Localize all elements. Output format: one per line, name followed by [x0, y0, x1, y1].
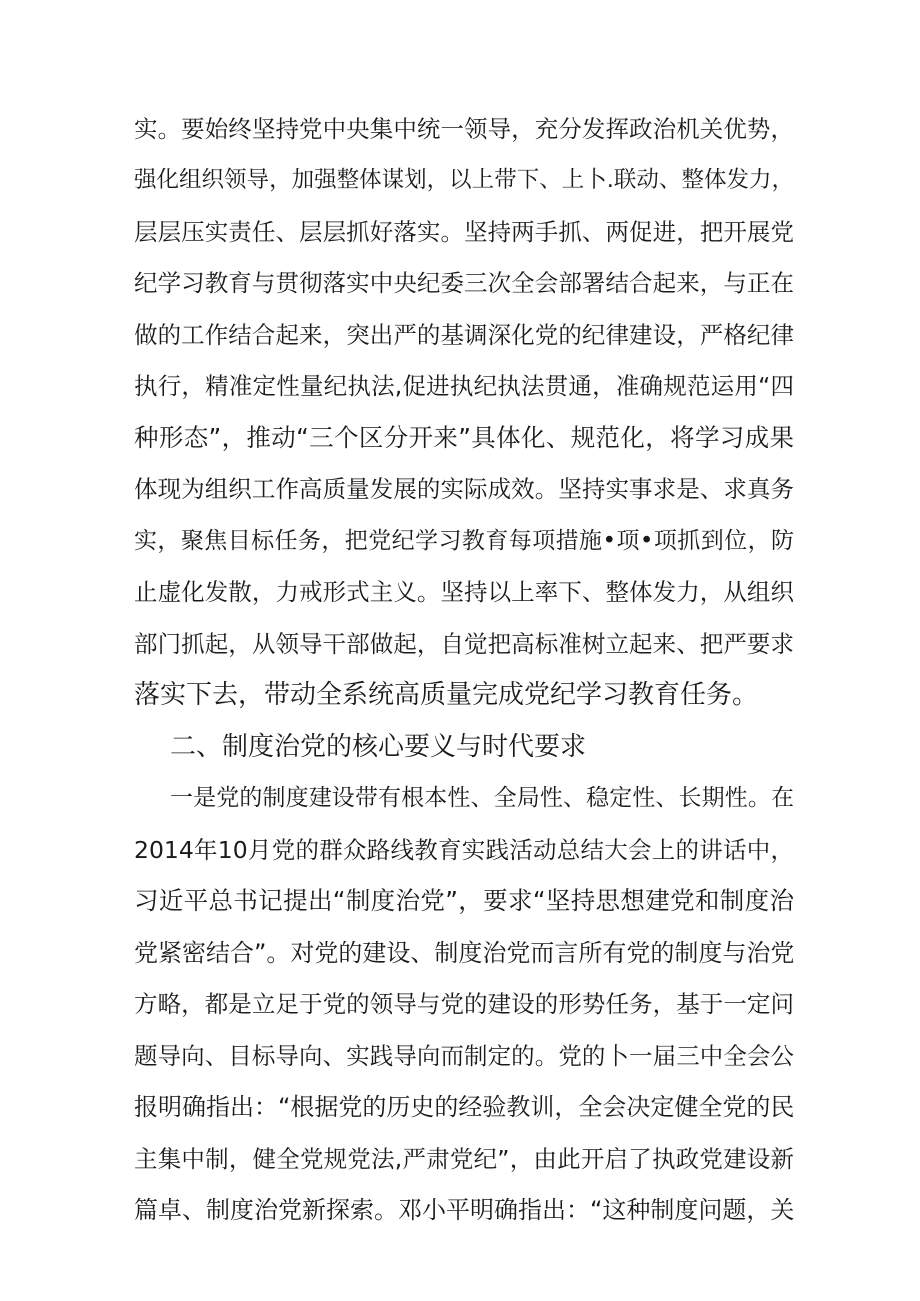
section-heading: 二、制度治党的核心要义与时代要求 — [170, 732, 587, 762]
paragraph-1-line-9: 实，聚焦目标任务，把党纪学习教育每项措施•项•项抓到位，防 — [134, 528, 794, 554]
paragraph-2-line-4: 党紧密结合”。对党的建设、制度治党而言所有党的制度与治党 — [134, 939, 794, 967]
paragraph-1-line-8: 体现为组织工作高质量发展的实际成效。坚持实事求是、求真务 — [134, 475, 794, 503]
paragraph-2-line-6: 题导向、目标导向、实践导向而制定的。党的卜一届三中全会公 — [134, 1042, 794, 1070]
paragraph-1-line-6: 执行，精准定性量纪执法,促进执纪执法贯通，准确规范运用“四 — [134, 372, 794, 400]
paragraph-1-line-12: 落实下去，带动全系统高质量完成党纪学习教育任务。 — [134, 680, 759, 710]
paragraph-2-line-2: 2014年10月党的群众路线教育实践活动总结大会上的讲话中， — [134, 836, 794, 864]
paragraph-2-line-9: 篇卓、制度治党新探索。邓小平明确指出：“这种制度问题，关 — [134, 1196, 794, 1224]
paragraph-1-line-5: 做的工作结合起来，突出严的基调深化党的纪律建设，严格纪律 — [134, 321, 794, 349]
paragraph-1-line-10: 止虚化发散，力戒形式主义。坚持以上率下、整体发力，从组织 — [134, 578, 794, 606]
paragraph-2-line-8: 主集中制，健全党规党法,严肃党纪”，由此开启了执政党建设新 — [134, 1145, 794, 1173]
paragraph-1-line-2: 强化组织领导，加强整体谋划，以上带下、上卜.联动、整体发力， — [134, 167, 794, 193]
paragraph-2-line-7: 报明确指出：“根据党的历史的经验教训，全会决定健全党的民 — [134, 1093, 794, 1121]
paragraph-1-line-1: 实。要始终坚持党中央集中统一领导，充分发挥政治机关优势， — [134, 115, 794, 143]
paragraph-2-line-1: 一是党的制度建设带有根本性、全局性、稳定性、长期性。在 — [170, 785, 794, 811]
paragraph-1-line-4: 纪学习教育与贯彻落实中央纪委三次全会部署结合起来，与正在 — [134, 269, 794, 297]
paragraph-2-line-3: 习近平总书记提出“制度治党”，要求“坚持思想建党和制度治 — [134, 886, 794, 915]
paragraph-2-line-5: 方略，都是立足于党的领导与党的建设的形势任务，基于一定问 — [134, 990, 794, 1018]
paragraph-1-line-7: 种形态”，推动“三个区分开来”具体化、规范化，将学习成果 — [134, 423, 794, 452]
paragraph-1-line-3: 层层压实责任、层层抓好落实。坚持两手抓、两促进，把开展党 — [134, 218, 794, 246]
paragraph-1-line-11: 部门抓起，从领导干部做起，自觉把高标准树立起来、把严要求 — [134, 630, 794, 658]
